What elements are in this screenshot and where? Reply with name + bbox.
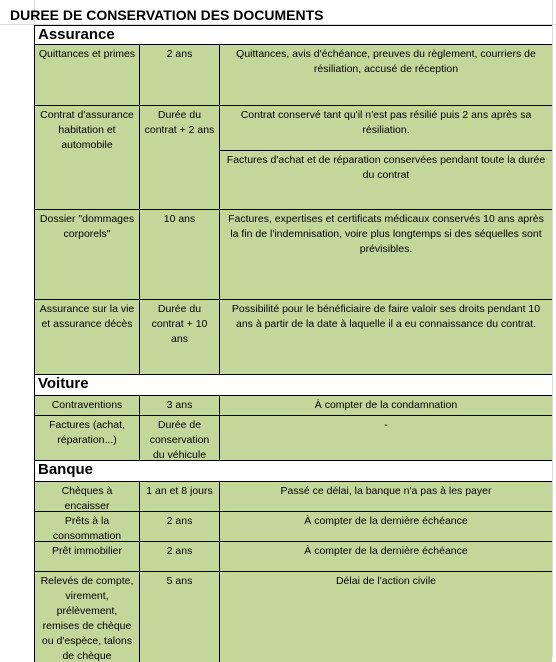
table-row	[34, 512, 552, 542]
section-label: Banque	[38, 461, 94, 478]
table-row	[34, 210, 552, 300]
table-row	[34, 542, 552, 572]
duration-cell: 5 ans	[139, 572, 219, 662]
table-row	[34, 572, 552, 662]
table-row	[34, 416, 552, 461]
doc-cell: Dossier "dommages corporels"	[34, 210, 139, 299]
doc-cell: Assurance sur la vie et assurance décès	[34, 300, 139, 374]
duration-cell: Durée du contrat + 2 ans	[139, 106, 219, 209]
table-row	[34, 45, 552, 106]
duration-cell: Durée du contrat + 10 ans	[139, 300, 219, 374]
duration-cell: 2 ans	[139, 512, 219, 541]
duration-cell: 10 ans	[139, 210, 219, 299]
section-header-assurance	[34, 25, 552, 45]
details-cell: Factures d'achat et de réparation conservées pendant toute la durée du contrat	[219, 151, 552, 209]
duration-cell: 1 an et 8 jours	[139, 482, 219, 511]
duration-cell: 2 ans	[139, 542, 219, 571]
duration-cell: Durée de conservation du véhicule	[139, 416, 219, 460]
details-cell: Possibilité pour le bénéficiaire de faire valoir ses droits pendant 10 ans à partir de la date à laquelle il a eu connaissance du contrat.	[219, 300, 552, 374]
table-row	[34, 106, 552, 210]
details-cell: Factures, expertises et certificats médicaux conservés 10 ans après la fin de l'indemnisation, voire plus longtemps si des séquelles sont prévisibles.	[219, 210, 552, 299]
doc-cell: Chèques à encaisser	[34, 482, 139, 511]
section-header-banque	[34, 461, 552, 482]
doc-cell: Relevés de compte, virement, prélèvement, remises de chèque ou d'espèce, talons de chèque	[34, 572, 139, 662]
doc-cell: Contraventions	[34, 396, 139, 415]
doc-cell: Factures (achat, réparation...)	[34, 416, 139, 460]
table-row	[34, 396, 552, 416]
doc-cell: Quittances et primes	[34, 45, 139, 105]
doc-cell: Prêts à la consommation	[34, 512, 139, 541]
details-cell: -	[219, 416, 552, 460]
details-cell: Quittances, avis d'échéance, preuves du règlement, courriers de résiliation, accusé de réception	[219, 45, 552, 105]
doc-cell: Contrat d'assurance habitation et automobile	[34, 106, 139, 209]
table-row	[34, 482, 552, 512]
details-cell: Passé ce délai, la banque n'a pas à les payer	[219, 482, 552, 511]
details-cell: À compter de la condamnation	[219, 396, 552, 415]
gridline	[552, 0, 553, 657]
table-row	[34, 300, 552, 375]
section-label: Voiture	[38, 375, 89, 392]
doc-cell: Prêt immobilier	[34, 542, 139, 571]
details-cell: À compter de la dernière échéance	[219, 512, 552, 541]
duration-cell: 2 ans	[139, 45, 219, 105]
details-cell: Délai de l'action civile	[219, 572, 552, 662]
section-header-voiture	[34, 375, 552, 396]
section-label: Assurance	[38, 26, 115, 43]
details-cell: À compter de la dernière échéance	[219, 542, 552, 571]
page-title: DUREE DE CONSERVATION DES DOCUMENTS	[10, 7, 324, 23]
details-cell: Contrat conservé tant qu'il n'est pas résilié puis 2 ans après sa résiliation.	[219, 106, 552, 151]
duration-cell: 3 ans	[139, 396, 219, 415]
